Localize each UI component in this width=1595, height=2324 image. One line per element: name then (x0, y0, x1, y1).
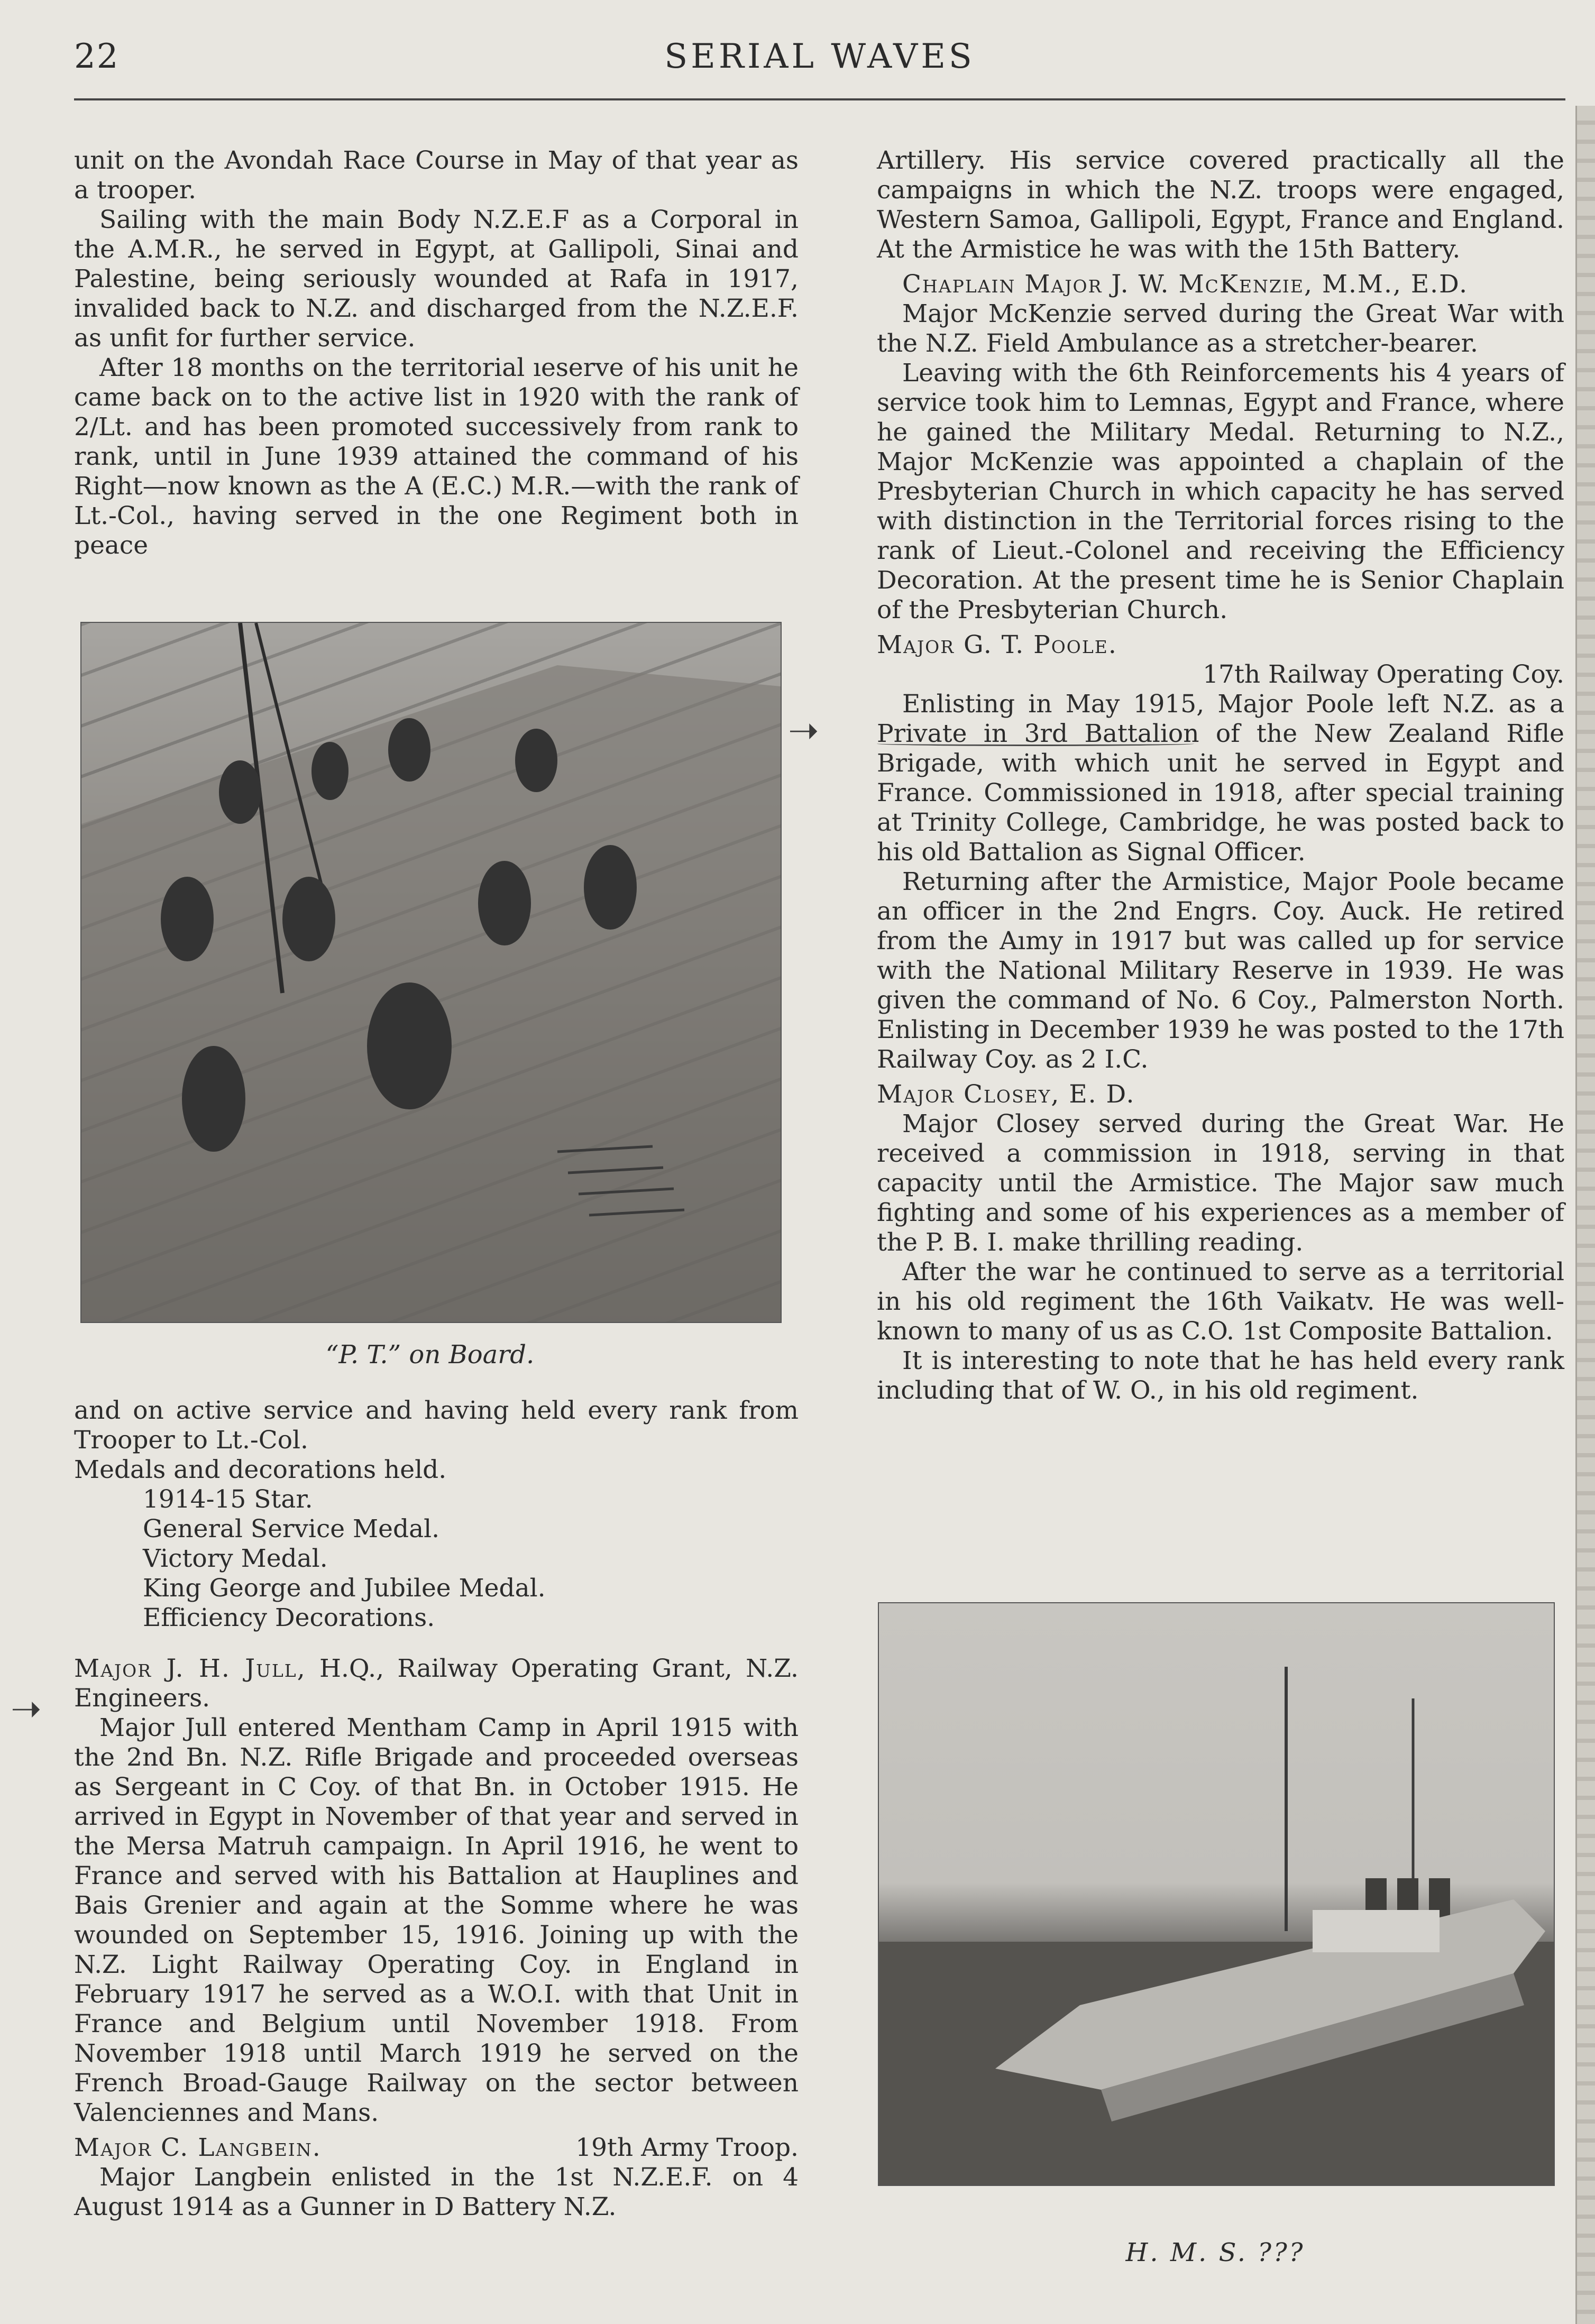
paragraph: Major McKenzie served during the Great War with the N.Z. Field Ambulance as a stretcher-bearer. (877, 299, 1564, 358)
paragraph: Artillery. His service covered practically all the campaigns in which the N.Z. troops were engaged, Western Samoa, Gallipoli, Egypt, France and England. At the Armistice he was with the 15th Battery. (877, 146, 1564, 264)
photo-caption: H. M. S. ??? (1125, 2238, 1305, 2267)
officer-name: Major J. H. Jull, (74, 1654, 306, 1683)
deck-exercise-illustration (81, 623, 781, 1322)
mckenzie-heading (877, 270, 1564, 299)
officer-unit: 17th Railway Operating Coy. (1203, 660, 1564, 689)
running-title: SERIAL WAVES (664, 37, 975, 76)
handwritten-arrow-mark: ➝ (11, 1687, 42, 1730)
paragraph: and on active service and having held every rank from Trooper to Lt.-Col. (74, 1396, 799, 1455)
officer-unit: 19th Army Troop. (575, 2133, 799, 2162)
warship-illustration (879, 1603, 1554, 2185)
paragraph: Sailing with the main Body N.Z.E.F as a Corporal in the A.M.R., he served in Egypt, at Gallipoli, Sinai and Palestine, being seriously wounded at Rafa in 1917, invalided back to N.Z. and discharged from the N.Z.E.F. as unfit for further service. (74, 205, 799, 353)
header-rule (74, 98, 1565, 100)
list-item: General Service Medal. (143, 1514, 440, 1544)
medals-intro: Medals and decorations held. (74, 1455, 447, 1484)
paragraph: After 18 months on the territorial ıeserve of his unit he came back on to the active list in 1920 with the rank of 2/Lt. and has been promoted successively from rank to rank, until in June 1939 attained the command of his Right—now known as the A (E.C.) M.R.—with the rank of Lt.-Col., having served in the one Regiment both in peace (74, 353, 799, 560)
paragraph: Major Jull entered Mentham Camp in April 1915 with the 2nd Bn. N.Z. Rifle Brigade and proceeded overseas as Sergeant in C Coy. of that Bn. in October 1915. He arrived in Egypt in November of that year and served in the Mersa Matruh campaign. In April 1916, he went to France and served with his Battalion at Hauplines and Bais Grenier and again at the Somme where he was wounded on September 15, 1916. Joining up with the N.Z. Light Railway Operating Coy. in England in February 1917 he served as a W.O.I. with that Unit in France and Belgium until November 1918. From November 1918 until March 1919 he served on the French Broad-Gauge Railway on the sector between Valenciennes and Mans. (74, 1713, 799, 2127)
paragraph: Major Closey served during the Great War. He received a commission in 1918, serving in that capacity until the Armistice. The Major saw much fighting and some of his experiences as a member of the P. B. I. make thrilling reading. (877, 1109, 1564, 1257)
paragraph: Returning after the Armistice, Major Poole became an officer in the 2nd Engrs. Coy. Auck. He retired from the Aımy in 1917 but was called up for service with the National Military Reserve in 1939. He was given the command of No. 6 Coy., Palmerston North. Enlisting in December 1939 he was posted to the 17th Railway Coy. as 2 I.C. (877, 867, 1564, 1074)
page-edge-ornament (1575, 106, 1595, 2324)
list-item: King George and Jubilee Medal. (143, 1574, 546, 1603)
officer-name: Major G. T. Poole. (877, 630, 1117, 659)
page-header (74, 32, 1565, 95)
handwritten-underline-mark (877, 741, 1194, 746)
page-number: 22 (74, 37, 120, 76)
left-column-bottom (74, 1396, 799, 2222)
right-column (877, 146, 1564, 1406)
paragraph: Enlisting in May 1915, Major Poole left N.Z. as a Private in 3rd Battalion of the New Zealand Rifle Brigade, with which unit he served in Egypt and France. Commissioned in 1918, after special training at Trinity College, Cambridge, he was posted back to his old Battalion as Signal Officer. (877, 690, 1564, 867)
paragraph: After the war he continued to serve as a territorial in his old regiment the 16th Vaikatv. He was well-known to many of us as C.O. 1st Composite Battalion. (877, 1257, 1564, 1346)
closey-heading (877, 1080, 1564, 1109)
photo-caption: “P. T.” on Board. (325, 1340, 535, 1370)
medals-list (143, 1485, 799, 1633)
list-item: 1914-15 Star. (143, 1485, 313, 1514)
paragraph: unit on the Avondah Race Course in May of that year as a trooper. (74, 146, 799, 205)
paragraph: Major Langbein enlisted in the 1st N.Z.E.F. on 4 August 1914 as a Gunner in D Battery N.Z. (74, 2163, 799, 2221)
hms-ship-photo (878, 1602, 1555, 2186)
officer-name: Chaplain Major J. W. McKenzie, M.M., E.D. (902, 270, 1469, 299)
handwritten-arrow-mark: ➝ (788, 709, 819, 752)
officer-name: Major Closey, E. D. (877, 1080, 1135, 1109)
list-item: Efficiency Decorations. (143, 1603, 435, 1632)
list-item: Victory Medal. (143, 1544, 328, 1573)
langbein-heading (74, 2133, 799, 2163)
officer-unit: H.Q., Railway Operating Grant, N.Z. Engineers. (74, 1654, 799, 1713)
left-column-top (74, 146, 799, 561)
paragraph: Leaving with the 6th Reinforcements his 4 years of service took him to Lemnas, Egypt and France, where he gained the Military Medal. Returning to N.Z., Major McKenzie was appointed a chaplain of the Presbyterian Church in which capacity he has served with distinction in the Territorial forces rising to the rank of Lieut.-Colonel and receiving the Efficiency Decoration. At the present time he is Senior Chaplain of the Presbyterian Church. (877, 359, 1564, 624)
jull-heading (74, 1654, 799, 1713)
poole-heading (877, 630, 1564, 660)
pt-on-board-photo (80, 622, 782, 1323)
officer-name: Major C. Langbein. (74, 2133, 322, 2162)
paragraph: It is interesting to note that he has held every rank including that of W. O., in his old regiment. (877, 1346, 1564, 1405)
